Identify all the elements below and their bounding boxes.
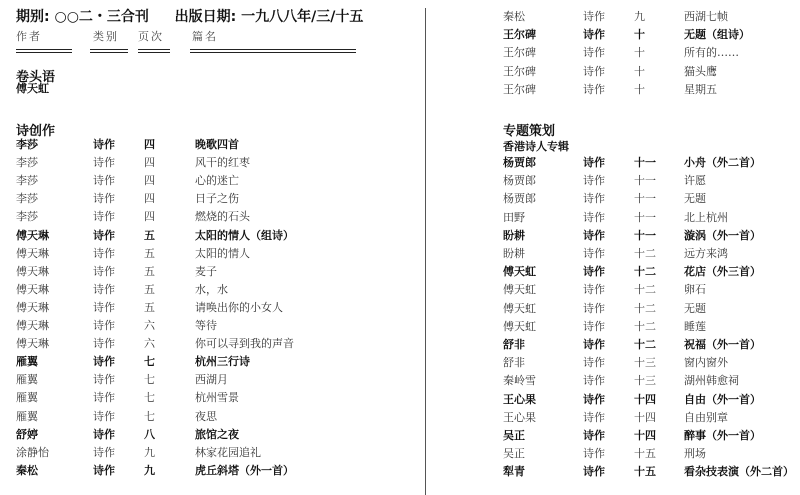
entry-category: 诗作 [93, 355, 115, 369]
entry-page: 十一 [634, 210, 656, 224]
entry-title: 远方来鸿 [684, 247, 728, 260]
entry-title: 太阳的情人（组诗） [195, 228, 294, 242]
issue-header [16, 6, 363, 26]
entry-author: 王尔碑 [503, 82, 536, 96]
entry-category: 诗作 [583, 192, 605, 206]
entry-author: 舒婷 [16, 427, 38, 441]
header-rule [138, 49, 170, 50]
entry-page: 十一 [634, 156, 656, 169]
column-header-author: 作者 [16, 30, 42, 43]
entry-author: 李莎 [16, 156, 38, 170]
entry-page: 九 [144, 463, 155, 477]
entry-category: 诗作 [583, 283, 605, 297]
entry-author: 王尔碑 [503, 46, 536, 60]
entry-title: 祝福（外一首） [684, 338, 761, 351]
entry-author: 吴正 [503, 447, 525, 461]
entry-page: 十二 [634, 247, 656, 260]
entry-author: 秦松 [503, 10, 525, 23]
entry-category: 诗作 [583, 265, 605, 279]
section-heading: 卷头语 [16, 70, 56, 85]
section-heading: 诗创作 [16, 124, 56, 139]
entry-category: 诗作 [583, 374, 605, 388]
entry-category: 诗作 [583, 319, 605, 333]
entry-title: 西湖七帧 [684, 10, 728, 23]
entry-category: 诗作 [583, 156, 605, 169]
entry-page: 十二 [634, 265, 656, 279]
entry-author: 傅天虹 [503, 301, 536, 315]
entry-page: 十四 [634, 410, 656, 424]
entry-author: 傅天虹 [503, 283, 536, 297]
issue-label: 期别: [16, 9, 50, 25]
entry-page: 十四 [634, 392, 656, 406]
entry-title: 无题（组诗） [684, 28, 750, 42]
entry-author: 傅天琳 [16, 319, 49, 332]
entry-category: 诗作 [583, 228, 605, 242]
entry-category: 诗作 [93, 264, 115, 278]
entry-category: 诗作 [583, 338, 605, 351]
entry-author: 王心果 [503, 410, 536, 424]
entry-author: 雁翼 [16, 409, 38, 423]
entry-author: 傅天虹 [503, 319, 536, 333]
entry-author: 王尔碑 [503, 28, 536, 42]
entry-title: 请唤出你的小女人 [195, 300, 283, 314]
header-rule [138, 52, 170, 53]
entry-title: 猫头鹰 [684, 64, 717, 78]
entry-page: 九 [144, 445, 155, 459]
entry-page: 四 [144, 138, 155, 151]
entry-page: 十二 [634, 338, 656, 351]
entry-category: 诗作 [93, 337, 115, 351]
header-rule [16, 49, 72, 50]
entry-category: 诗作 [93, 427, 115, 441]
entry-category: 诗作 [93, 319, 115, 332]
entry-title: 醉事（外一首） [684, 429, 761, 442]
entry-title: 心的迷亡 [195, 174, 239, 188]
entry-author: 盼耕 [503, 247, 525, 260]
section-heading: 专题策划 [503, 124, 556, 139]
entry-category: 诗作 [583, 447, 605, 461]
entry-page: 八 [144, 427, 155, 441]
entry-page: 五 [144, 246, 155, 260]
entry-author: 雁翼 [16, 373, 38, 387]
entry-page: 十二 [634, 319, 656, 333]
entry-title: 窗内窗外 [684, 356, 728, 370]
entry-title: 杭州三行诗 [195, 355, 250, 369]
entry-category: 诗作 [93, 138, 115, 151]
entry-category: 诗作 [583, 247, 605, 260]
entry-category: 诗作 [583, 10, 605, 23]
entry-page: 十 [634, 28, 645, 42]
entry-author: 傅天琳 [16, 337, 49, 351]
header-rule [16, 52, 72, 53]
entry-author: 雁翼 [16, 355, 38, 369]
issue-value: ○○二・三合刊 [54, 9, 149, 25]
entry-author: 李莎 [16, 192, 38, 206]
entry-title: 水，水 [195, 282, 228, 296]
entry-author: 傅天琳 [16, 228, 49, 242]
entry-page: 五 [144, 228, 155, 242]
entry-author: 涂静怡 [16, 445, 49, 459]
entry-page: 五 [144, 300, 155, 314]
entry-category: 诗作 [93, 282, 115, 296]
entry-title: 燃烧的石头 [195, 210, 250, 224]
entry-author: 傅天虹 [503, 265, 536, 279]
entry-category: 诗作 [583, 210, 605, 224]
entry-category: 诗作 [583, 465, 605, 479]
entry-title: 刑场 [684, 447, 706, 461]
entry-title: 所有的…… [684, 46, 739, 60]
entry-page: 九 [634, 10, 645, 23]
entry-page: 七 [144, 355, 155, 369]
entry-title: 自由别章 [684, 410, 728, 424]
entry-author: 傅天琳 [16, 300, 49, 314]
entry-title: 漩涡（外一首） [684, 228, 761, 242]
entry-author: 傅天虹 [16, 82, 49, 95]
entry-page: 十 [634, 64, 645, 78]
entry-category: 诗作 [583, 82, 605, 96]
date-value: 一九八八年/三/十五 [241, 9, 364, 25]
column-header-page: 页次 [138, 30, 164, 43]
entry-title: 旅馆之夜 [195, 427, 239, 441]
entry-title: 太阳的情人 [195, 246, 250, 260]
entry-title: 虎丘斜塔（外一首） [195, 463, 294, 477]
entry-title: 无题 [684, 192, 706, 206]
entry-category: 诗作 [93, 463, 115, 477]
entry-page: 十 [634, 82, 645, 96]
column-header-category: 类别 [93, 30, 119, 43]
entry-page: 六 [144, 319, 155, 332]
entry-title: 林家花园追礼 [195, 445, 261, 459]
entry-category: 诗作 [93, 246, 115, 260]
entry-page: 十四 [634, 429, 656, 442]
entry-title: 看杂技表演（外二首） [684, 465, 794, 479]
entry-page: 四 [144, 192, 155, 206]
entry-category: 诗作 [583, 174, 605, 188]
date-label: 出版日期: [174, 9, 237, 25]
entry-category: 诗作 [583, 28, 605, 42]
entry-category: 诗作 [93, 445, 115, 459]
entry-category: 诗作 [583, 410, 605, 424]
entry-author: 田野 [503, 210, 525, 224]
entry-page: 十五 [634, 465, 656, 479]
entry-title: 自由（外一首） [684, 392, 761, 406]
entry-page: 四 [144, 210, 155, 224]
entry-category: 诗作 [93, 391, 115, 405]
entry-author: 王心果 [503, 392, 536, 406]
entry-category: 诗作 [583, 356, 605, 370]
entry-title: 晚歌四首 [195, 138, 239, 151]
entry-page: 五 [144, 282, 155, 296]
header-rule [90, 52, 128, 53]
entry-title: 西湖月 [195, 373, 228, 387]
entry-category: 诗作 [583, 46, 605, 60]
subsection-heading: 香港诗人专辑 [503, 140, 569, 153]
entry-author: 雁翼 [16, 391, 38, 405]
entry-page: 十三 [634, 356, 656, 370]
entry-page: 十一 [634, 192, 656, 206]
entry-title: 星期五 [684, 82, 717, 96]
entry-author: 杨贾郎 [503, 192, 536, 206]
entry-author: 王尔碑 [503, 64, 536, 78]
entry-author: 杨贾郎 [503, 156, 536, 169]
entry-author: 李莎 [16, 138, 38, 151]
entry-page: 七 [144, 373, 155, 387]
entry-title: 花店（外三首） [684, 265, 761, 279]
entry-page: 四 [144, 174, 155, 188]
entry-category: 诗作 [93, 210, 115, 224]
entry-title: 麦子 [195, 264, 217, 278]
entry-author: 傅天琳 [16, 264, 49, 278]
entry-author: 舒非 [503, 356, 525, 370]
entry-page: 十五 [634, 447, 656, 461]
entry-page: 七 [144, 391, 155, 405]
entry-category: 诗作 [583, 64, 605, 78]
entry-page: 十三 [634, 374, 656, 388]
header-rule [90, 49, 128, 50]
entry-category: 诗作 [583, 392, 605, 406]
entry-author: 吴正 [503, 429, 525, 442]
entry-page: 十一 [634, 174, 656, 188]
column-divider [425, 8, 426, 495]
entry-category: 诗作 [93, 409, 115, 423]
entry-category: 诗作 [93, 373, 115, 387]
entry-author: 舒非 [503, 338, 525, 351]
column-header-title: 篇名 [192, 30, 218, 43]
entry-title: 小舟（外二首） [684, 156, 761, 169]
entry-author: 犁青 [503, 465, 525, 479]
entry-title: 杭州雪景 [195, 391, 239, 405]
entry-author: 李莎 [16, 210, 38, 224]
entry-title: 许愿 [684, 174, 706, 188]
entry-page: 十二 [634, 283, 656, 297]
entry-author: 秦岭雪 [503, 374, 536, 388]
entry-page: 十一 [634, 228, 656, 242]
entry-author: 杨贾郎 [503, 174, 536, 188]
header-rule [190, 52, 356, 53]
entry-author: 傅天琳 [16, 246, 49, 260]
entry-title: 卵石 [684, 283, 706, 297]
entry-title: 夜思 [195, 409, 217, 423]
entry-title: 睡莲 [684, 319, 706, 333]
entry-author: 傅天琳 [16, 282, 49, 296]
entry-page: 五 [144, 264, 155, 278]
entry-category: 诗作 [93, 192, 115, 206]
entry-category: 诗作 [93, 228, 115, 242]
entry-category: 诗作 [583, 301, 605, 315]
entry-title: 无题 [684, 301, 706, 315]
entry-category: 诗作 [93, 156, 115, 170]
entry-author: 盼耕 [503, 228, 525, 242]
entry-title: 等待 [195, 319, 217, 332]
header-rule [190, 49, 356, 50]
entry-title: 风干的红枣 [195, 156, 250, 170]
entry-author: 秦松 [16, 463, 38, 477]
entry-page: 十 [634, 46, 645, 60]
entry-page: 七 [144, 409, 155, 423]
entry-page: 十二 [634, 301, 656, 315]
entry-title: 北上杭州 [684, 210, 728, 224]
entry-category: 诗作 [93, 300, 115, 314]
entry-category: 诗作 [93, 174, 115, 188]
entry-page: 四 [144, 156, 155, 170]
entry-title: 湖州韩愈祠 [684, 374, 739, 388]
entry-title: 日子之伤 [195, 192, 239, 206]
entry-category: 诗作 [583, 429, 605, 442]
entry-title: 你可以寻到我的声音 [195, 337, 294, 351]
entry-page: 六 [144, 337, 155, 351]
entry-author: 李莎 [16, 174, 38, 188]
